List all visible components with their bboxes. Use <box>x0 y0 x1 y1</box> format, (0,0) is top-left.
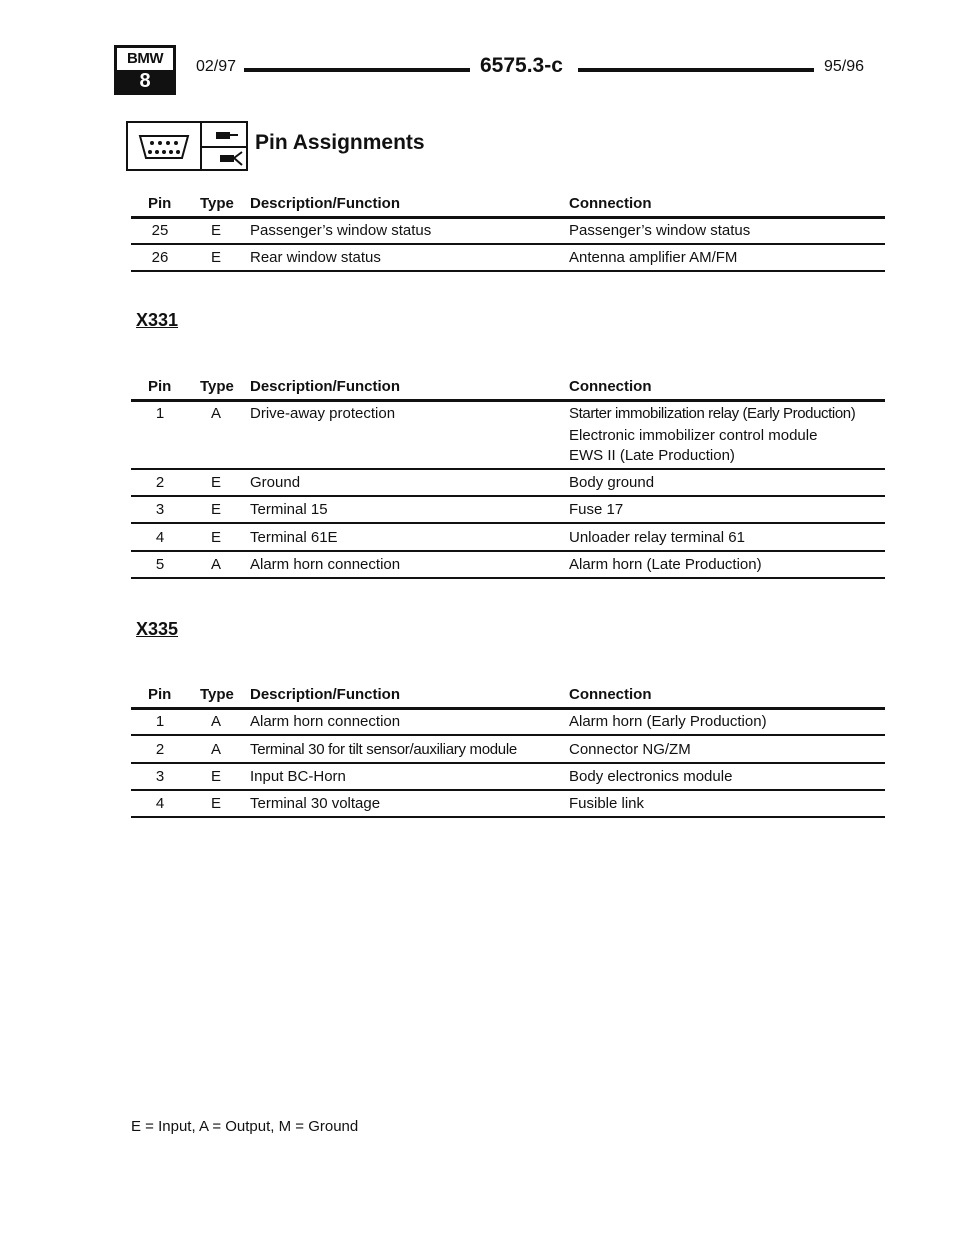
connector-icon <box>136 132 192 162</box>
document-code: 6575.3-c <box>480 54 563 77</box>
pin-number: 5 <box>155 556 165 573</box>
pin-connection: Body electronics module <box>569 768 733 785</box>
type-legend-footnote: E = Input, A = Output, M = Ground <box>131 1118 359 1135</box>
row-rule <box>131 522 885 524</box>
pin-number: 3 <box>155 501 165 518</box>
logo-series-number: 8 <box>117 70 173 92</box>
pin-connection: Starter immobilization relay (Early Production) <box>569 405 856 422</box>
pin-connection: Connector NG/ZM <box>569 741 691 758</box>
header-rule-left <box>244 68 470 72</box>
row-rule <box>131 243 885 245</box>
pin-type: E <box>210 222 221 239</box>
pin-description: Alarm horn connection <box>250 713 401 730</box>
pin-type: E <box>210 249 221 266</box>
pin-type: A <box>210 556 221 573</box>
pin-type: A <box>210 741 221 758</box>
pin-type: E <box>210 795 221 812</box>
section-title: Pin Assignments <box>255 131 425 154</box>
pin-number: 4 <box>155 795 165 812</box>
row-rule <box>131 762 885 764</box>
row-rule <box>131 495 885 497</box>
pin-description: Terminal 30 voltage <box>250 795 381 812</box>
pin-number: 1 <box>155 713 165 730</box>
column-header-pin: Pin <box>148 686 172 703</box>
row-rule <box>131 816 885 818</box>
pin-number: 2 <box>155 741 165 758</box>
pin-number: 1 <box>155 405 165 422</box>
pin-connection: Antenna amplifier AM/FM <box>569 249 738 266</box>
pin-connection: Unloader relay terminal 61 <box>569 529 745 546</box>
column-header-connection: Connection <box>569 686 652 703</box>
pin-description: Terminal 15 <box>250 501 328 518</box>
pin-type: E <box>210 501 221 518</box>
input-output-icon <box>206 125 246 169</box>
column-header-type: Type <box>200 195 234 212</box>
pin-connection: Fuse 17 <box>569 501 624 518</box>
pin-connection: Alarm horn (Late Production) <box>569 556 762 573</box>
pin-number: 2 <box>155 474 165 491</box>
header-rule <box>131 707 885 710</box>
bmw-8-series-logo <box>114 45 176 95</box>
pin-connection: Alarm horn (Early Production) <box>569 713 767 730</box>
pin-type: A <box>210 405 221 422</box>
pin-number: 26 <box>151 249 169 266</box>
column-header-connection: Connection <box>569 378 652 395</box>
pin-description: Passenger’s window status <box>250 222 432 239</box>
row-rule <box>131 270 885 272</box>
pin-description: Ground <box>250 474 301 491</box>
pin-connection: Fusible link <box>569 795 645 812</box>
pin-assignment-icon-box <box>126 121 248 171</box>
pin-type: E <box>210 474 221 491</box>
column-header-description: Description/Function <box>250 378 400 395</box>
model-years: 95/96 <box>824 58 865 75</box>
header-rule-right <box>578 68 814 72</box>
column-header-type: Type <box>200 686 234 703</box>
row-rule <box>131 550 885 552</box>
column-header-description: Description/Function <box>250 195 400 212</box>
pin-number: 3 <box>155 768 165 785</box>
row-rule <box>131 468 885 470</box>
column-header-description: Description/Function <box>250 686 400 703</box>
pin-description: Input BC-Horn <box>250 768 346 785</box>
pin-connection: Passenger’s window status <box>569 222 751 239</box>
pin-number: 4 <box>155 529 165 546</box>
pin-connection: EWS II (Late Production) <box>569 447 735 464</box>
pin-type: A <box>210 713 221 730</box>
header-rule <box>131 216 885 219</box>
connector-x335-title: X335 <box>136 619 179 639</box>
row-rule <box>131 789 885 791</box>
pin-description: Alarm horn connection <box>250 556 401 573</box>
logo-text: BMW <box>127 50 163 67</box>
column-header-pin: Pin <box>148 378 172 395</box>
pin-type: E <box>210 768 221 785</box>
column-header-pin: Pin <box>148 195 172 212</box>
row-rule <box>131 734 885 736</box>
pin-number: 25 <box>151 222 169 239</box>
pin-description: Terminal 61E <box>250 529 338 546</box>
pin-description: Rear window status <box>250 249 381 266</box>
connector-x331-title: X331 <box>136 310 179 330</box>
header-date: 02/97 <box>196 58 237 75</box>
column-header-type: Type <box>200 378 234 395</box>
pin-description: Drive-away protection <box>250 405 396 422</box>
pin-connection: Body ground <box>569 474 655 491</box>
pin-type: E <box>210 529 221 546</box>
column-header-connection: Connection <box>569 195 652 212</box>
header-rule <box>131 399 885 402</box>
pin-connection: Electronic immobilizer control module <box>569 427 818 444</box>
pin-description: Terminal 30 for tilt sensor/auxiliary module <box>250 741 517 758</box>
row-rule <box>131 577 885 579</box>
